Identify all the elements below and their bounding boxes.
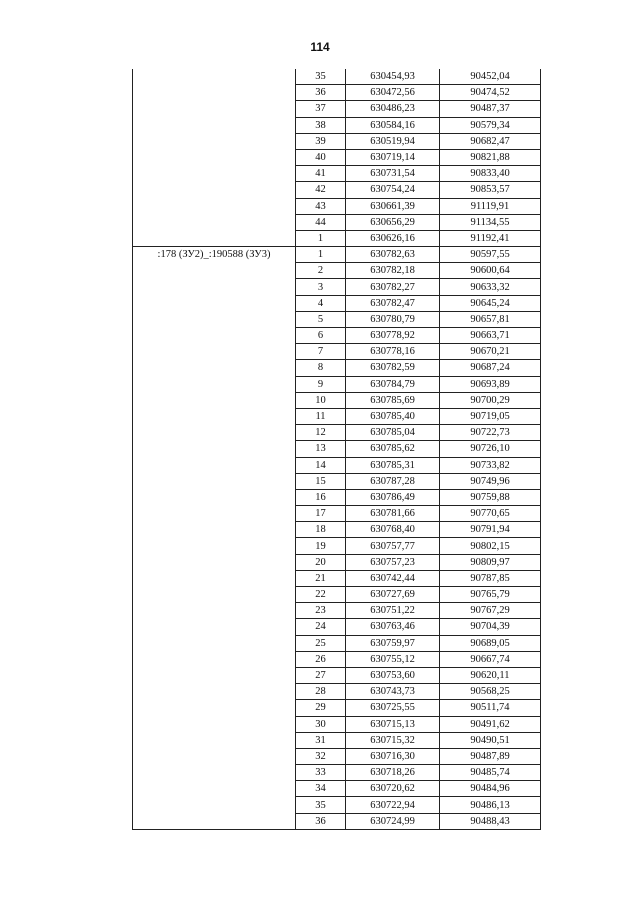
point-number: 4 <box>296 295 346 311</box>
coordinate-x: 630763,46 <box>346 619 440 635</box>
table-row <box>133 441 541 457</box>
coordinate-x: 630731,54 <box>346 166 440 182</box>
table-row <box>133 328 541 344</box>
plot-cell <box>133 473 296 489</box>
table-row <box>133 376 541 392</box>
point-number: 15 <box>296 473 346 489</box>
coordinate-x: 630472,56 <box>346 85 440 101</box>
plot-cell <box>133 360 296 376</box>
table-row <box>133 732 541 748</box>
coordinate-y: 90487,37 <box>440 101 541 117</box>
table-row <box>133 457 541 473</box>
point-number: 16 <box>296 489 346 505</box>
plot-cell <box>133 748 296 764</box>
plot-cell <box>133 716 296 732</box>
coordinate-y: 90759,88 <box>440 489 541 505</box>
coordinate-x: 630785,62 <box>346 441 440 457</box>
table-row <box>133 667 541 683</box>
coordinate-y: 90726,10 <box>440 441 541 457</box>
coordinate-y: 90568,25 <box>440 684 541 700</box>
point-number: 28 <box>296 684 346 700</box>
table-row <box>133 247 541 263</box>
coordinate-x: 630780,79 <box>346 311 440 327</box>
plot-cell <box>133 425 296 441</box>
point-number: 36 <box>296 813 346 829</box>
plot-cell <box>133 101 296 117</box>
coordinate-y: 90749,96 <box>440 473 541 489</box>
coordinate-x: 630759,97 <box>346 635 440 651</box>
plot-cell <box>133 538 296 554</box>
coordinate-y: 90663,71 <box>440 328 541 344</box>
table-row <box>133 538 541 554</box>
point-number: 14 <box>296 457 346 473</box>
table-row <box>133 684 541 700</box>
coordinate-x: 630454,93 <box>346 69 440 85</box>
plot-cell <box>133 182 296 198</box>
point-number: 43 <box>296 198 346 214</box>
coordinate-x: 630755,12 <box>346 651 440 667</box>
coordinate-y: 90809,97 <box>440 554 541 570</box>
coordinate-x: 630784,79 <box>346 376 440 392</box>
point-number: 25 <box>296 635 346 651</box>
plot-cell <box>133 133 296 149</box>
coordinate-y: 90491,62 <box>440 716 541 732</box>
coordinate-x: 630782,59 <box>346 360 440 376</box>
coordinate-x: 630782,27 <box>346 279 440 295</box>
coordinate-y: 90486,13 <box>440 797 541 813</box>
coordinate-x: 630626,16 <box>346 230 440 246</box>
table-row <box>133 473 541 489</box>
point-number: 22 <box>296 587 346 603</box>
coordinate-y: 90802,15 <box>440 538 541 554</box>
page-number: 114 <box>310 40 330 54</box>
table-row <box>133 311 541 327</box>
coordinate-y: 90667,74 <box>440 651 541 667</box>
coordinate-y: 90484,96 <box>440 781 541 797</box>
table-row <box>133 554 541 570</box>
table-row <box>133 344 541 360</box>
coordinate-y: 90693,89 <box>440 376 541 392</box>
table-row <box>133 570 541 586</box>
coordinate-y: 90452,04 <box>440 69 541 85</box>
plot-cell <box>133 344 296 360</box>
point-number: 19 <box>296 538 346 554</box>
point-number: 5 <box>296 311 346 327</box>
coordinate-y: 90700,29 <box>440 392 541 408</box>
plot-cell <box>133 765 296 781</box>
point-number: 41 <box>296 166 346 182</box>
point-number: 27 <box>296 667 346 683</box>
table-row <box>133 651 541 667</box>
coordinate-x: 630715,32 <box>346 732 440 748</box>
coordinate-y: 90719,05 <box>440 408 541 424</box>
coordinate-y: 90490,51 <box>440 732 541 748</box>
coordinate-x: 630743,73 <box>346 684 440 700</box>
plot-cell <box>133 635 296 651</box>
table-row <box>133 813 541 829</box>
table-row <box>133 603 541 619</box>
coordinate-x: 630719,14 <box>346 149 440 165</box>
coordinate-x: 630786,49 <box>346 489 440 505</box>
plot-cell <box>133 166 296 182</box>
table-row <box>133 489 541 505</box>
plot-cell <box>133 651 296 667</box>
coordinate-y: 90511,74 <box>440 700 541 716</box>
coordinate-y: 90645,24 <box>440 295 541 311</box>
table-row <box>133 619 541 635</box>
plot-cell <box>133 684 296 700</box>
coordinate-y: 90670,21 <box>440 344 541 360</box>
plot-cell <box>133 667 296 683</box>
coordinate-y: 90620,11 <box>440 667 541 683</box>
table-row <box>133 149 541 165</box>
coordinate-x: 630785,04 <box>346 425 440 441</box>
coordinate-x: 630782,18 <box>346 263 440 279</box>
coordinate-y: 91119,91 <box>440 198 541 214</box>
coordinate-y: 90765,79 <box>440 587 541 603</box>
point-number: 10 <box>296 392 346 408</box>
table-row <box>133 198 541 214</box>
point-number: 35 <box>296 69 346 85</box>
point-number: 24 <box>296 619 346 635</box>
coordinate-x: 630787,28 <box>346 473 440 489</box>
point-number: 7 <box>296 344 346 360</box>
table-row <box>133 69 541 85</box>
coordinate-y: 90488,43 <box>440 813 541 829</box>
point-number: 13 <box>296 441 346 457</box>
point-number: 31 <box>296 732 346 748</box>
table-row <box>133 797 541 813</box>
coordinate-x: 630722,94 <box>346 797 440 813</box>
table-row <box>133 85 541 101</box>
coordinate-x: 630785,40 <box>346 408 440 424</box>
point-number: 12 <box>296 425 346 441</box>
table-row <box>133 214 541 230</box>
coordinates-table <box>132 69 541 830</box>
point-number: 3 <box>296 279 346 295</box>
point-number: 20 <box>296 554 346 570</box>
point-number: 1 <box>296 230 346 246</box>
coordinate-y: 90579,34 <box>440 117 541 133</box>
point-number: 34 <box>296 781 346 797</box>
table-row <box>133 117 541 133</box>
coordinate-x: 630718,26 <box>346 765 440 781</box>
plot-cell <box>133 311 296 327</box>
coordinate-x: 630782,47 <box>346 295 440 311</box>
coordinate-x: 630781,66 <box>346 506 440 522</box>
coordinate-y: 90474,52 <box>440 85 541 101</box>
plot-cell <box>133 408 296 424</box>
plot-cell <box>133 813 296 829</box>
plot-cell <box>133 619 296 635</box>
point-number: 2 <box>296 263 346 279</box>
plot-cell <box>133 328 296 344</box>
table-row <box>133 781 541 797</box>
table-row <box>133 392 541 408</box>
coordinate-y: 90722,73 <box>440 425 541 441</box>
coordinate-y: 90791,94 <box>440 522 541 538</box>
point-number: 38 <box>296 117 346 133</box>
coordinate-y: 90853,57 <box>440 182 541 198</box>
plot-cell <box>133 587 296 603</box>
coordinates-table-body <box>133 69 541 829</box>
table-row <box>133 166 541 182</box>
point-number: 37 <box>296 101 346 117</box>
coordinate-x: 630486,23 <box>346 101 440 117</box>
point-number: 36 <box>296 85 346 101</box>
coordinate-y: 91134,55 <box>440 214 541 230</box>
point-number: 17 <box>296 506 346 522</box>
coordinate-y: 90600,64 <box>440 263 541 279</box>
table-row <box>133 635 541 651</box>
coordinate-x: 630716,30 <box>346 748 440 764</box>
table-row <box>133 587 541 603</box>
coordinate-y: 90485,74 <box>440 765 541 781</box>
point-number: 18 <box>296 522 346 538</box>
coordinate-y: 90821,88 <box>440 149 541 165</box>
point-number: 30 <box>296 716 346 732</box>
table-row <box>133 263 541 279</box>
table-row <box>133 425 541 441</box>
plot-cell <box>133 554 296 570</box>
plot-cell <box>133 700 296 716</box>
coordinate-x: 630778,92 <box>346 328 440 344</box>
plot-cell <box>133 506 296 522</box>
coordinate-y: 90687,24 <box>440 360 541 376</box>
point-number: 39 <box>296 133 346 149</box>
table-row <box>133 279 541 295</box>
point-number: 44 <box>296 214 346 230</box>
plot-cell <box>133 376 296 392</box>
coordinate-y: 90767,29 <box>440 603 541 619</box>
plot-cell <box>133 230 296 246</box>
table-row <box>133 182 541 198</box>
plot-cell <box>133 781 296 797</box>
coordinate-y: 90633,32 <box>440 279 541 295</box>
point-number: 42 <box>296 182 346 198</box>
table-row <box>133 133 541 149</box>
coordinate-x: 630727,69 <box>346 587 440 603</box>
coordinate-y: 91192,41 <box>440 230 541 246</box>
plot-label: :178 (ЗУ2)_:190588 (ЗУ3) <box>133 247 296 263</box>
plot-cell <box>133 457 296 473</box>
plot-cell <box>133 797 296 813</box>
plot-cell <box>133 522 296 538</box>
table-row <box>133 522 541 538</box>
point-number: 40 <box>296 149 346 165</box>
plot-label <box>133 69 296 85</box>
coordinate-x: 630757,23 <box>346 554 440 570</box>
coordinate-x: 630519,94 <box>346 133 440 149</box>
table-row <box>133 748 541 764</box>
plot-cell <box>133 214 296 230</box>
plot-cell <box>133 263 296 279</box>
point-number: 33 <box>296 765 346 781</box>
table-row <box>133 360 541 376</box>
plot-cell <box>133 570 296 586</box>
coordinate-x: 630742,44 <box>346 570 440 586</box>
table-row <box>133 101 541 117</box>
point-number: 26 <box>296 651 346 667</box>
coordinate-x: 630584,16 <box>346 117 440 133</box>
coordinate-x: 630661,39 <box>346 198 440 214</box>
point-number: 11 <box>296 408 346 424</box>
coordinate-y: 90704,39 <box>440 619 541 635</box>
plot-cell <box>133 603 296 619</box>
coordinate-x: 630757,77 <box>346 538 440 554</box>
table-row <box>133 716 541 732</box>
plot-cell <box>133 441 296 457</box>
coordinate-x: 630725,55 <box>346 700 440 716</box>
coordinate-x: 630753,60 <box>346 667 440 683</box>
plot-cell <box>133 732 296 748</box>
coordinate-y: 90689,05 <box>440 635 541 651</box>
point-number: 29 <box>296 700 346 716</box>
coordinate-x: 630715,13 <box>346 716 440 732</box>
coordinate-y: 90597,55 <box>440 247 541 263</box>
coordinate-y: 90657,81 <box>440 311 541 327</box>
coordinate-x: 630751,22 <box>346 603 440 619</box>
coordinate-x: 630782,63 <box>346 247 440 263</box>
point-number: 8 <box>296 360 346 376</box>
coordinate-x: 630785,31 <box>346 457 440 473</box>
coordinate-x: 630656,29 <box>346 214 440 230</box>
plot-cell <box>133 295 296 311</box>
coordinate-y: 90787,85 <box>440 570 541 586</box>
point-number: 23 <box>296 603 346 619</box>
plot-cell <box>133 198 296 214</box>
table-row <box>133 700 541 716</box>
coordinate-x: 630778,16 <box>346 344 440 360</box>
coordinate-x: 630724,99 <box>346 813 440 829</box>
point-number: 6 <box>296 328 346 344</box>
point-number: 1 <box>296 247 346 263</box>
table-row <box>133 506 541 522</box>
coordinate-y: 90833,40 <box>440 166 541 182</box>
point-number: 9 <box>296 376 346 392</box>
plot-cell <box>133 279 296 295</box>
coordinate-x: 630754,24 <box>346 182 440 198</box>
coordinate-x: 630768,40 <box>346 522 440 538</box>
point-number: 35 <box>296 797 346 813</box>
table-row <box>133 765 541 781</box>
coordinate-y: 90487,89 <box>440 748 541 764</box>
coordinate-x: 630785,69 <box>346 392 440 408</box>
table-row <box>133 295 541 311</box>
coordinate-y: 90682,47 <box>440 133 541 149</box>
table-row <box>133 408 541 424</box>
point-number: 21 <box>296 570 346 586</box>
coordinate-y: 90770,65 <box>440 506 541 522</box>
plot-cell <box>133 392 296 408</box>
plot-cell <box>133 85 296 101</box>
plot-cell <box>133 117 296 133</box>
table-row <box>133 230 541 246</box>
coordinate-x: 630720,62 <box>346 781 440 797</box>
coordinate-y: 90733,82 <box>440 457 541 473</box>
plot-cell <box>133 489 296 505</box>
plot-cell <box>133 149 296 165</box>
point-number: 32 <box>296 748 346 764</box>
